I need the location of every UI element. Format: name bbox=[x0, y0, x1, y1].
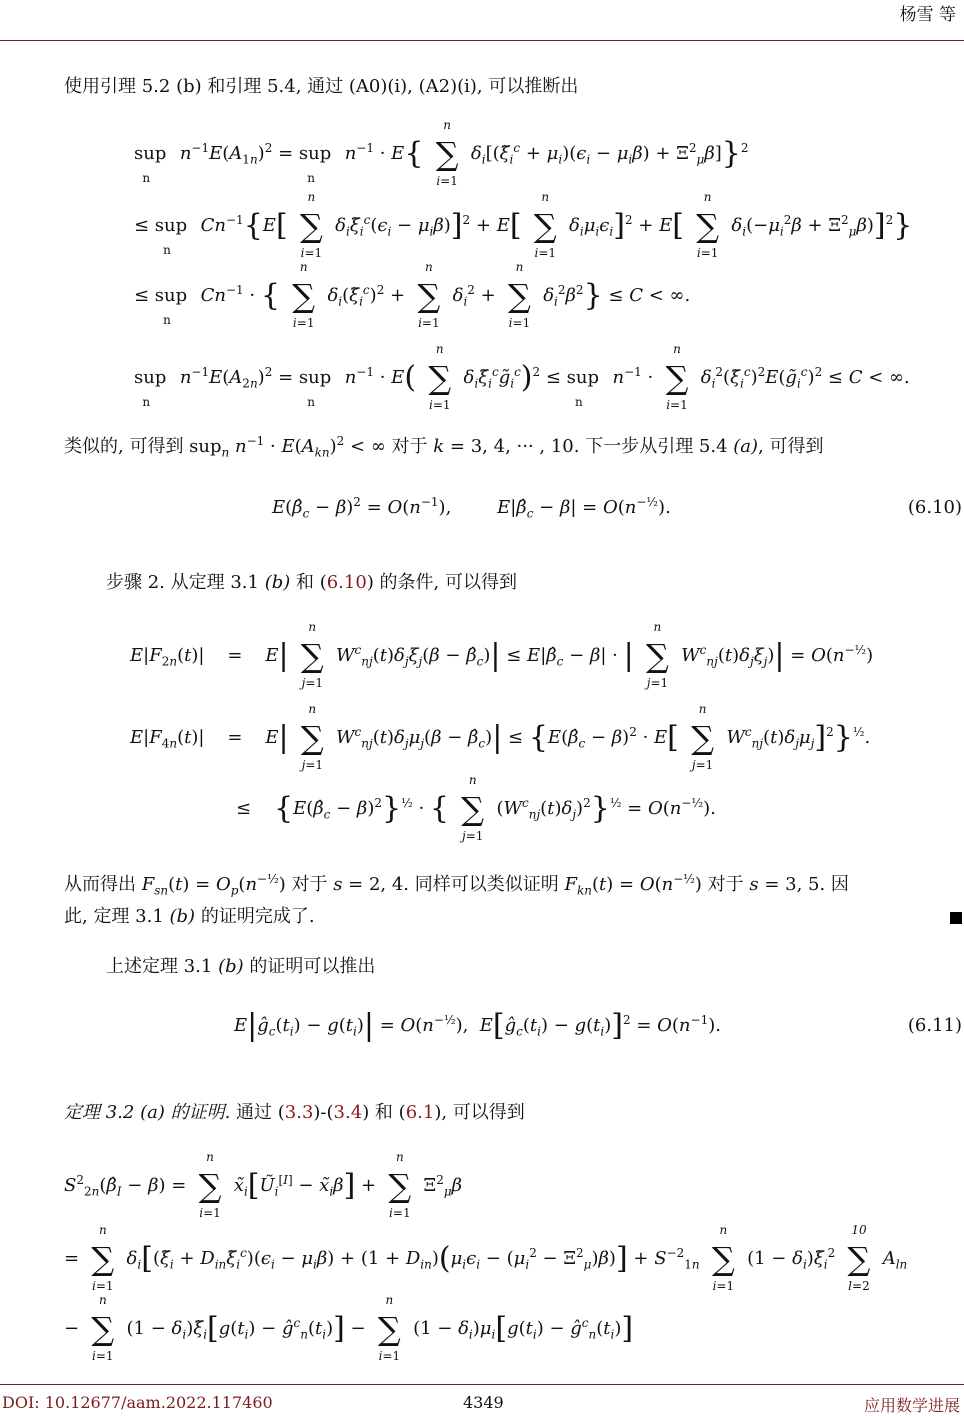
footer-rule bbox=[0, 1384, 964, 1385]
equation-s2n-line3: − n ∑ i=1 $(1 - \delta_i)\xĩ_i[g(t_i)$ − $ĝ^c_n(t_i)$] − n ∑ i=1 $(1 - \delta_i)\mu_i[g(t_i)$ − $ĝ^c_n(t_i)$] bbox=[64, 1293, 634, 1363]
equation-a2n: sup$_n$ $n^{-1}E(A_{2n})^2 = sup_n$ $n^{-1} \cdot E$( n ∑ i=1 $\delta_i\xĩ_i^cg̃_i^c)^2 \le sup_n$ $n^{-1}$ · n ∑ i=1 $\delta_i^2(\xĩ_i^c)^2E(g̃_i^c)^2 \le C$ < ∞. bbox=[134, 342, 910, 412]
equation-f4n-line1: $E|F_{4n}(t)|$ = E| n ∑ j=1 $W^c_{nj}(t)\delta_j\mu_j(\beta$ − $\betâ_c)|$ ≤ {$E(\betâ_c - \beta)^2 \cdot E$[ n ∑ j=1 $W^c_{nj}(t)\delta_j\mu_j]^2\}^{\frac{1}{2}}$. bbox=[130, 702, 871, 772]
paragraph-4-line2: 此, 定理 3.1 (b) 的证明完成了. bbox=[64, 906, 315, 927]
qed-square bbox=[950, 912, 962, 924]
equation-6-11: $E|ĝ_c(t_i) - g(t_i)| = O(n^{-\frac{1}{2}})$, $E[ĝ_c(t_i) - g(t_i)]^2 = O(n^{-1})$. bbox=[234, 1008, 721, 1043]
equation-f2n: $E|F_{2n}(t)|$ = E| n ∑ j=1 $W^c_{nj}(t)\delta_j\xi_j(\beta$ − $\betâ_c)|$ ≤ $E|\betâ_c - \beta|$ · | n ∑ j=1 $W^c_{nj}(t)\delta_j\xi_j)| = O(n^{-\frac{1}{2}})$ bbox=[130, 620, 874, 690]
equation-a1n-line1: sup$_n$ $n^{-1}E(A_{1n})^2 = sup_n$ $n^{-1} \cdot E${ n ∑ i=1 $\delta_i[(\xĩ_i^c + \mu_i)(\epsilon_i - \mu_i\beta) + \Xi^2_\mu\beta]\}^2$ bbox=[134, 118, 749, 188]
footer-journal-name[interactable]: 应用数学进展 bbox=[863, 1396, 960, 1415]
footer-page-number: 4349 bbox=[463, 1393, 504, 1412]
equation-f4n-line2: ≤ $\{E(\betâ_c - \beta)^2\}^{\frac{1}{2}}$ · { n ∑ j=1 $(W^c_{nj}(t)\delta_j)^2\}^{\frac{1}{2}} = O(n^{-\frac{1}{2}})$. bbox=[236, 773, 716, 843]
footer-doi[interactable]: DOI: 10.12677/aam.2022.117460 bbox=[2, 1393, 273, 1412]
paragraph-5: 上述定理 3.1 (b) 的证明可以推出 bbox=[106, 956, 376, 977]
equation-s2n-line2: = n ∑ i=1 $\delta_i[(\xĩ_i$ + $D_{in}\xĩ_i^c)(\epsilon_i - \mu_i\beta) + (1 + D_{in})(\mu_i\epsilon_i - (\mu_i^2 - \Xi^2_\mu)\beta)] + S^{-2}_{1n}$ n ∑ i=1 $(1 - \delta_i)\xĩ_i^2$ 10 ∑ l=2 $A_{ln}$ bbox=[64, 1223, 908, 1293]
paragraph-6: 定理 3.2 (a) 的证明. 通过 (3.3)-(3.4) 和 (6.1), 可以得到 bbox=[64, 1102, 525, 1123]
equation-number-6-10: (6.10) bbox=[907, 497, 962, 518]
paragraph-3: 步骤 2. 从定理 3.1 (b) 和 (6.10) 的条件, 可以得到 bbox=[106, 572, 517, 593]
equation-a1n-line3: ≤ sup$_n$ $Cn^{-1}$ · { n ∑ i=1 $\delta_i(\xĩ_i^c)^2$ + n ∑ i=1 $\delta_i^2$ + n ∑ i=1 $\delta_i^2\beta^2\} \le C$ < ∞. bbox=[134, 260, 691, 330]
equation-a1n-line2: ≤ sup$_n$ $Cn^{-1}\{E$[ n ∑ i=1 $\delta_i\xĩ_i^c(\epsilon_i - \mu_i\beta)]^2 + E$[ n ∑ i=1 $\delta_i\mu_i\epsilon_i]^2 + E$[ n ∑ i=1 $\delta_i(-\mu_i^2\beta + \Xi^2_\mu\beta)]^2$} bbox=[134, 190, 913, 260]
equation-6-10: $E(\betâ_c - \beta)^2 = O(n^{-1})$, $E|\betâ_c - \beta| = O(n^{-\frac{1}{2}})$. bbox=[272, 495, 671, 521]
header-rule bbox=[0, 40, 964, 41]
paragraph-1: 使用引理 5.2 (b) 和引理 5.4, 通过 (A0)(i), (A2)(i), 可以推断出 bbox=[64, 76, 579, 97]
paragraph-2: 类似的, 可得到 sup$_n$ $n^{-1} \cdot E(A_{kn})^2$ < ∞ 对于 k = 3, 4, ··· , 10. 下一步从引理 5.4 (a), 可得到 bbox=[64, 434, 824, 460]
equation-number-6-11: (6.11) bbox=[907, 1015, 962, 1036]
equation-s2n-line1: $S^2_{2n}(\betâ_I - \beta)$ = n ∑ i=1 $x̃_i[Ũ_i[I]$ − $x̃_i\beta$] + n ∑ i=1 $\Xi^2_\mu\beta$ bbox=[64, 1150, 463, 1220]
header-author: 杨雪 等 bbox=[899, 5, 956, 25]
paragraph-4-line1: 从而得出 $F_{sn}(t) = O_p(n^{-\frac{1}{2}})$ 对于 s = 2, 4. 同样可以类似证明 $F_{kn}(t) = O(n^{-\frac{1}{2}})$ 对于 s = 3, 5. 因 bbox=[64, 872, 849, 898]
